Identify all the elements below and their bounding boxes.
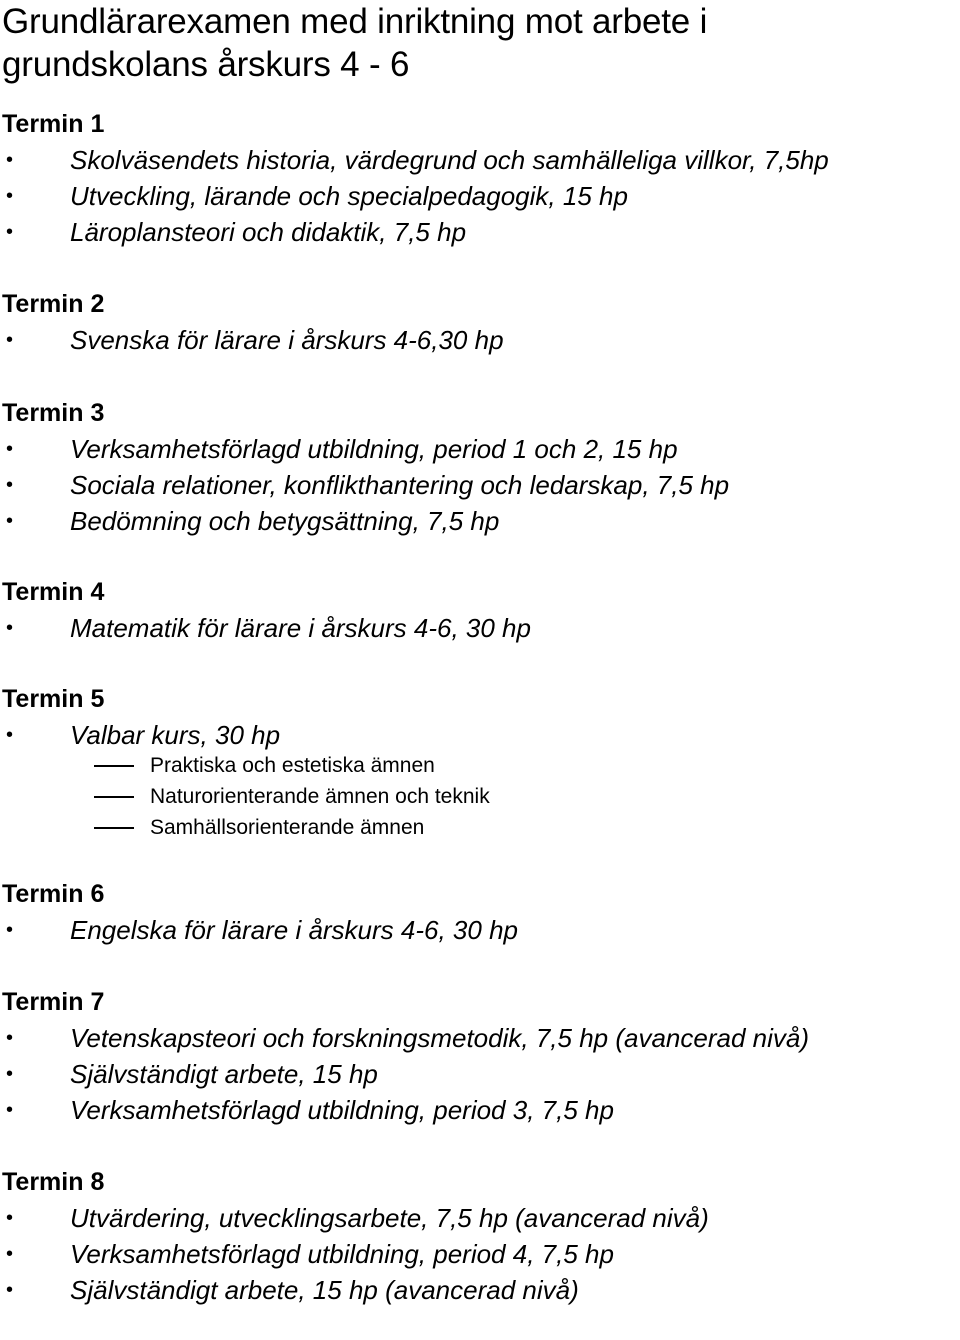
course-label: Läroplansteori och didaktik, 7,5 hp <box>70 217 467 247</box>
course-list <box>2 431 960 539</box>
course-list <box>2 1020 960 1128</box>
term-heading: Termin 2 <box>2 290 105 318</box>
title-line-1: Grundlärarexamen med inriktning mot arbete i <box>2 2 708 41</box>
term-heading: Termin 1 <box>2 110 105 138</box>
term-1-section <box>2 106 960 250</box>
term-4-section <box>2 574 960 646</box>
course-item <box>2 1272 960 1308</box>
bullet-icon: • <box>6 919 14 941</box>
course-list <box>2 142 960 250</box>
term-5-section <box>2 681 960 843</box>
course-item <box>2 503 960 539</box>
bullet-icon: • <box>6 724 14 746</box>
course-list <box>2 322 960 358</box>
bullet-icon: • <box>6 438 14 460</box>
course-item <box>2 467 960 503</box>
course-label: Utvärdering, utvecklingsarbete, 7,5 hp (avancerad nivå) <box>70 1203 709 1233</box>
course-list <box>2 717 960 753</box>
course-label: Valbar kurs, 30 hp <box>70 720 281 750</box>
elective-option-label: Praktiska och estetiska ämnen <box>150 754 435 777</box>
term-7-section <box>2 984 960 1128</box>
course-label: Självständigt arbete, 15 hp (avancerad nivå) <box>70 1275 579 1305</box>
bullet-icon: • <box>6 149 14 171</box>
bullet-icon: • <box>6 185 14 207</box>
course-item <box>2 178 960 214</box>
bullet-icon: • <box>6 221 14 243</box>
course-label: Verksamhetsförlagd utbildning, period 3, 7,5 hp <box>70 1095 614 1125</box>
term-8-section <box>2 1164 960 1308</box>
bullet-icon: • <box>6 1063 14 1085</box>
term-heading: Termin 8 <box>2 1168 105 1196</box>
term-heading: Termin 7 <box>2 988 105 1016</box>
term-6-section <box>2 876 960 948</box>
term-heading: Termin 4 <box>2 578 105 606</box>
bullet-icon: • <box>6 510 14 532</box>
bullet-icon: • <box>6 1027 14 1049</box>
term-3-section <box>2 395 960 539</box>
elective-option-label: Naturorienterande ämnen och teknik <box>150 785 490 808</box>
course-item <box>2 610 960 646</box>
dash-icon <box>94 796 134 798</box>
term-heading: Termin 5 <box>2 685 105 713</box>
elective-option <box>2 812 960 843</box>
course-label: Skolväsendets historia, värdegrund och samhälleliga villkor, 7,5hp <box>70 145 829 175</box>
elective-option-label: Samhällsorienterande ämnen <box>150 816 425 839</box>
course-list <box>2 912 960 948</box>
title-line-2: grundskolans årskurs 4 - 6 <box>2 45 410 84</box>
term-heading: Termin 6 <box>2 880 105 908</box>
course-label: Verksamhetsförlagd utbildning, period 1 och 2, 15 hp <box>70 434 678 464</box>
course-label: Engelska för lärare i årskurs 4-6, 30 hp <box>70 915 518 945</box>
course-label: Utveckling, lärande och specialpedagogik, 15 hp <box>70 181 628 211</box>
course-item <box>2 1236 960 1272</box>
dash-icon <box>94 765 134 767</box>
course-label: Svenska för lärare i årskurs 4-6,30 hp <box>70 325 504 355</box>
course-list <box>2 1200 960 1308</box>
bullet-icon: • <box>6 329 14 351</box>
dash-icon <box>94 827 134 829</box>
term-2-section <box>2 286 960 358</box>
elective-option <box>2 750 960 781</box>
course-item <box>2 214 960 250</box>
course-item <box>2 322 960 358</box>
elective-options-list <box>2 750 960 843</box>
bullet-icon: • <box>6 1099 14 1121</box>
course-item <box>2 1092 960 1128</box>
bullet-icon: • <box>6 1207 14 1229</box>
course-label: Sociala relationer, konflikthantering och ledarskap, 7,5 hp <box>70 470 730 500</box>
course-label: Vetenskapsteori och forskningsmetodik, 7,5 hp (avancerad nivå) <box>70 1023 809 1053</box>
bullet-icon: • <box>6 1279 14 1301</box>
bullet-icon: • <box>6 1243 14 1265</box>
bullet-icon: • <box>6 617 14 639</box>
course-label: Verksamhetsförlagd utbildning, period 4, 7,5 hp <box>70 1239 614 1269</box>
course-label: Självständigt arbete, 15 hp <box>70 1059 378 1089</box>
course-label: Matematik för lärare i årskurs 4-6, 30 hp <box>70 613 531 643</box>
term-heading: Termin 3 <box>2 399 105 427</box>
bullet-icon: • <box>6 474 14 496</box>
course-item <box>2 1056 960 1092</box>
course-list <box>2 610 960 646</box>
elective-option <box>2 781 960 812</box>
document-title <box>2 0 960 86</box>
course-item <box>2 717 960 753</box>
course-item <box>2 1200 960 1236</box>
course-item <box>2 142 960 178</box>
course-item <box>2 1020 960 1056</box>
course-item <box>2 912 960 948</box>
course-item <box>2 431 960 467</box>
course-label: Bedömning och betygsättning, 7,5 hp <box>70 506 500 536</box>
